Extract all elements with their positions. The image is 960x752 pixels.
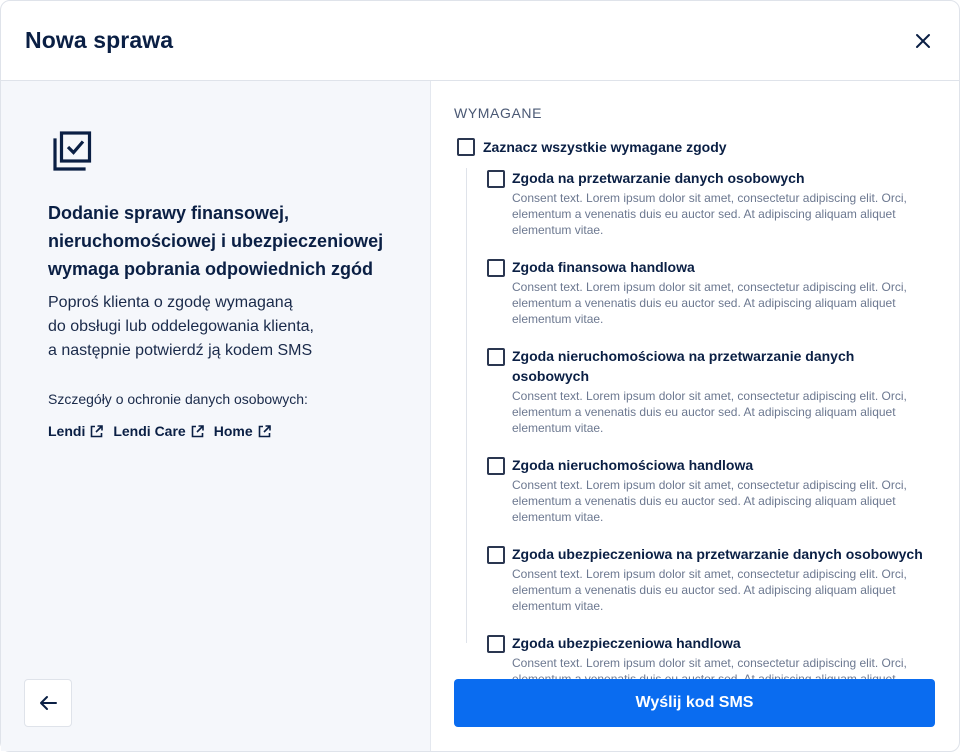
info-description-line: do obsługi lub oddelegowania klienta,: [48, 318, 314, 335]
consent-description: Consent text. Lorem ipsum dolor sit amet, consectetur adipiscing elit. Orci, elementum a venenatis duis eu auctor sed. At adipiscing aliquam aliquet elementum vitae.: [512, 191, 907, 237]
consent-item: [487, 544, 935, 614]
privacy-links: [48, 423, 406, 439]
link-label: Lendi Care: [113, 423, 186, 439]
consent-checkbox[interactable]: [487, 348, 505, 366]
consent-item: [487, 346, 935, 436]
consent-description: Consent text. Lorem ipsum dolor sit amet, consectetur adipiscing elit. Orci, elementum a venenatis duis eu auctor sed. At adipiscing aliquam aliquet elementum vitae.: [512, 280, 907, 326]
consent-description: Consent text. Lorem ipsum dolor sit amet, consectetur adipiscing elit. Orci, elementum a venenatis duis eu auctor sed. At adipiscing aliquam aliquet elementum vitae.: [512, 478, 907, 524]
link-lendi-care[interactable]: [113, 423, 203, 439]
select-all-checkbox[interactable]: [457, 138, 475, 156]
close-button[interactable]: [911, 29, 935, 53]
consent-item: [487, 257, 935, 327]
consent-item: [487, 455, 935, 525]
consent-title: Zgoda finansowa handlowa: [512, 259, 695, 275]
info-description: [48, 291, 406, 363]
consent-item: [487, 168, 935, 238]
link-label: Home: [213, 423, 253, 439]
consent-title: Zgoda nieruchomościowa handlowa: [512, 457, 754, 473]
consent-list[interactable]: [466, 168, 935, 670]
checklist-icon: [51, 129, 95, 173]
modal-title: Nowa sprawa: [25, 27, 174, 53]
link-label: Lendi: [48, 423, 86, 439]
send-sms-code-button[interactable]: Wyślij kod SMS: [454, 679, 935, 727]
privacy-details-label: Szczegóły o ochronie danych osobowych:: [48, 391, 308, 407]
external-link-icon: [258, 425, 271, 438]
consent-title: Zgoda nieruchomościowa na przetwarzanie danych osobowych: [512, 348, 855, 384]
consent-checkbox[interactable]: [487, 546, 505, 564]
back-button[interactable]: [24, 679, 72, 727]
select-all-label: Zaznacz wszystkie wymagane zgody: [483, 139, 727, 155]
info-description-line: Poproś klienta o zgodę wymaganą: [48, 294, 293, 311]
modal-header: [1, 1, 959, 81]
consent-title: Zgoda ubezpieczeniowa na przetwarzanie danych osobowych: [512, 546, 923, 562]
arrow-left-icon: [39, 695, 57, 711]
consent-checkbox[interactable]: [487, 170, 505, 188]
link-lendi[interactable]: [48, 423, 103, 439]
consent-description: Consent text. Lorem ipsum dolor sit amet, consectetur adipiscing elit. Orci, elementum a venenatis duis eu auctor sed. At adipiscing aliquam aliquet elementum vitae.: [512, 567, 907, 613]
info-heading: Dodanie sprawy finansowej, nieruchomościowej i ubezpieczeniowej wymaga pobrania odpowiednich zgód: [48, 203, 384, 279]
info-description-line: a następnie potwierdź ją kodem SMS: [48, 342, 313, 359]
external-link-icon: [90, 425, 103, 438]
info-panel: [1, 81, 431, 751]
select-all-consents[interactable]: [457, 138, 935, 156]
consent-checkbox[interactable]: [487, 457, 505, 475]
consent-checkbox[interactable]: [487, 635, 505, 653]
consent-title: Zgoda ubezpieczeniowa handlowa: [512, 635, 741, 651]
section-label-required: WYMAGANE: [454, 105, 543, 121]
modal-body: [1, 81, 959, 751]
consent-checkbox[interactable]: [487, 259, 505, 277]
link-home[interactable]: [214, 423, 271, 439]
consents-panel: [431, 81, 959, 751]
consent-title: Zgoda na przetwarzanie danych osobowych: [512, 170, 805, 186]
close-icon: [915, 33, 931, 49]
external-link-icon: [191, 425, 204, 438]
consent-description: Consent text. Lorem ipsum dolor sit amet, consectetur adipiscing elit. Orci,: [512, 656, 907, 670]
consent-description: Consent text. Lorem ipsum dolor sit amet, consectetur adipiscing elit. Orci, elementum a venenatis duis eu auctor sed. At adipiscing aliquam aliquet elementum vitae.: [512, 389, 907, 435]
